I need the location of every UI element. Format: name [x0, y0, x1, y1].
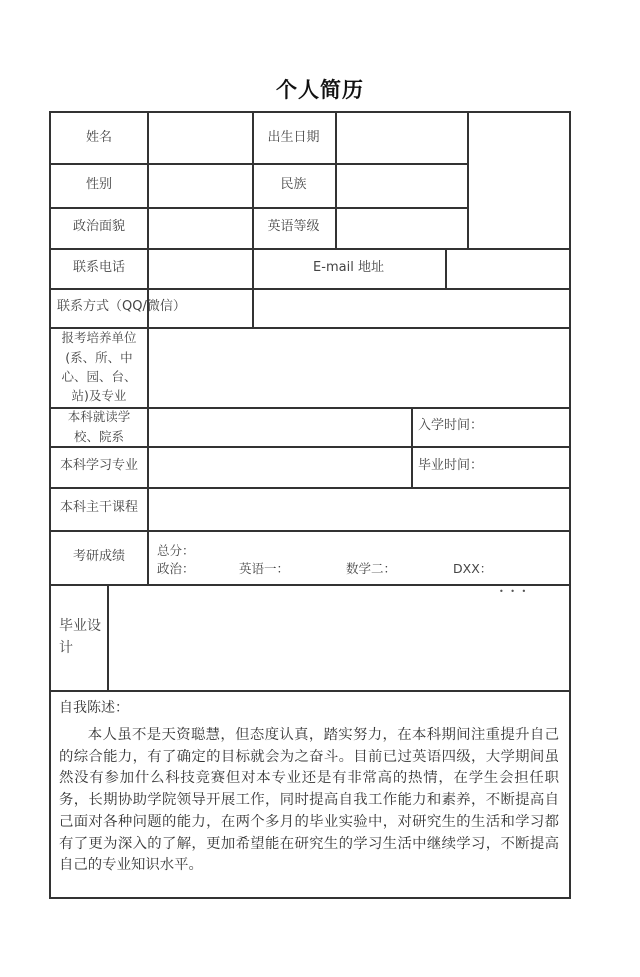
undergrad-major-field[interactable]: [148, 446, 411, 487]
label-email: E-mail 地址: [313, 259, 384, 275]
label-birth-date: 出生日期: [267, 129, 320, 145]
label-grad-time: 毕业时间：: [418, 458, 484, 474]
target-unit-field[interactable]: [148, 327, 569, 407]
score-other: DXX：: [453, 561, 493, 576]
label-gender: 性别: [85, 176, 112, 192]
label-undergrad-major: 本科学习专业: [59, 458, 138, 474]
page-title: 个人简历: [276, 78, 364, 102]
dots-mark: • • •: [499, 587, 529, 596]
label-phone: 联系电话: [72, 259, 125, 275]
score-total: 总分：: [157, 543, 195, 558]
score-english: 英语一：: [239, 561, 290, 576]
undergrad-school-field[interactable]: [148, 407, 411, 446]
birth-date-field[interactable]: [336, 113, 467, 163]
thesis-field[interactable]: [108, 584, 569, 690]
label-thesis: 毕业设计: [59, 617, 101, 656]
resume-form: [49, 111, 571, 899]
contact-field[interactable]: [253, 288, 569, 327]
email-field[interactable]: [446, 248, 569, 288]
label-english-level: 英语等级: [267, 219, 320, 235]
grid-line: [51, 690, 569, 692]
label-main-courses: 本科主干课程: [59, 500, 138, 516]
label-exam-scores: 考研成绩: [72, 548, 125, 564]
english-level-field[interactable]: [336, 207, 467, 248]
label-self-statement: 自我陈述：: [59, 700, 129, 716]
label-enroll-time: 入学时间：: [418, 418, 484, 434]
label-contact: 联系方式（QQ/微信）: [57, 299, 186, 315]
label-political-status: 政治面貌: [72, 219, 125, 235]
political-status-field[interactable]: [148, 207, 252, 248]
label-name: 姓名: [85, 129, 112, 145]
name-field[interactable]: [148, 113, 252, 163]
label-target-unit: 报考培养单位(系、所、中心、园、台、站)及专业: [61, 330, 137, 404]
score-politics: 政治：: [157, 561, 195, 576]
gender-field[interactable]: [148, 163, 252, 207]
self-statement-text: 本人虽不是天资聪慧，但态度认真，踏实努力，在本科期间注重提升自己的综合能力，有了确定的目标就会为之奋斗。目前已过英语四级，大学期间虽然没有参加什么科技竞赛但对本专业还是有非常高的热情，在学生会担任职务，长期协助学院领导开展工作，同时提高自我工作能力和素养，不断提高自己面对各种问题的能力，在两个多月的毕业实验中，对研究生的生活和学习都有了更为深入的了解，更加希望能在研究生的学习生活中继续学习，不断提高自己的专业知识水平。: [59, 727, 559, 874]
label-undergrad-school: 本科就读学校、院系: [67, 409, 131, 444]
main-courses-field[interactable]: [148, 487, 569, 530]
score-math: 数学二：: [346, 561, 397, 576]
photo-area[interactable]: [468, 113, 569, 248]
label-ethnicity: 民族: [280, 176, 307, 192]
ethnicity-field[interactable]: [336, 163, 467, 207]
